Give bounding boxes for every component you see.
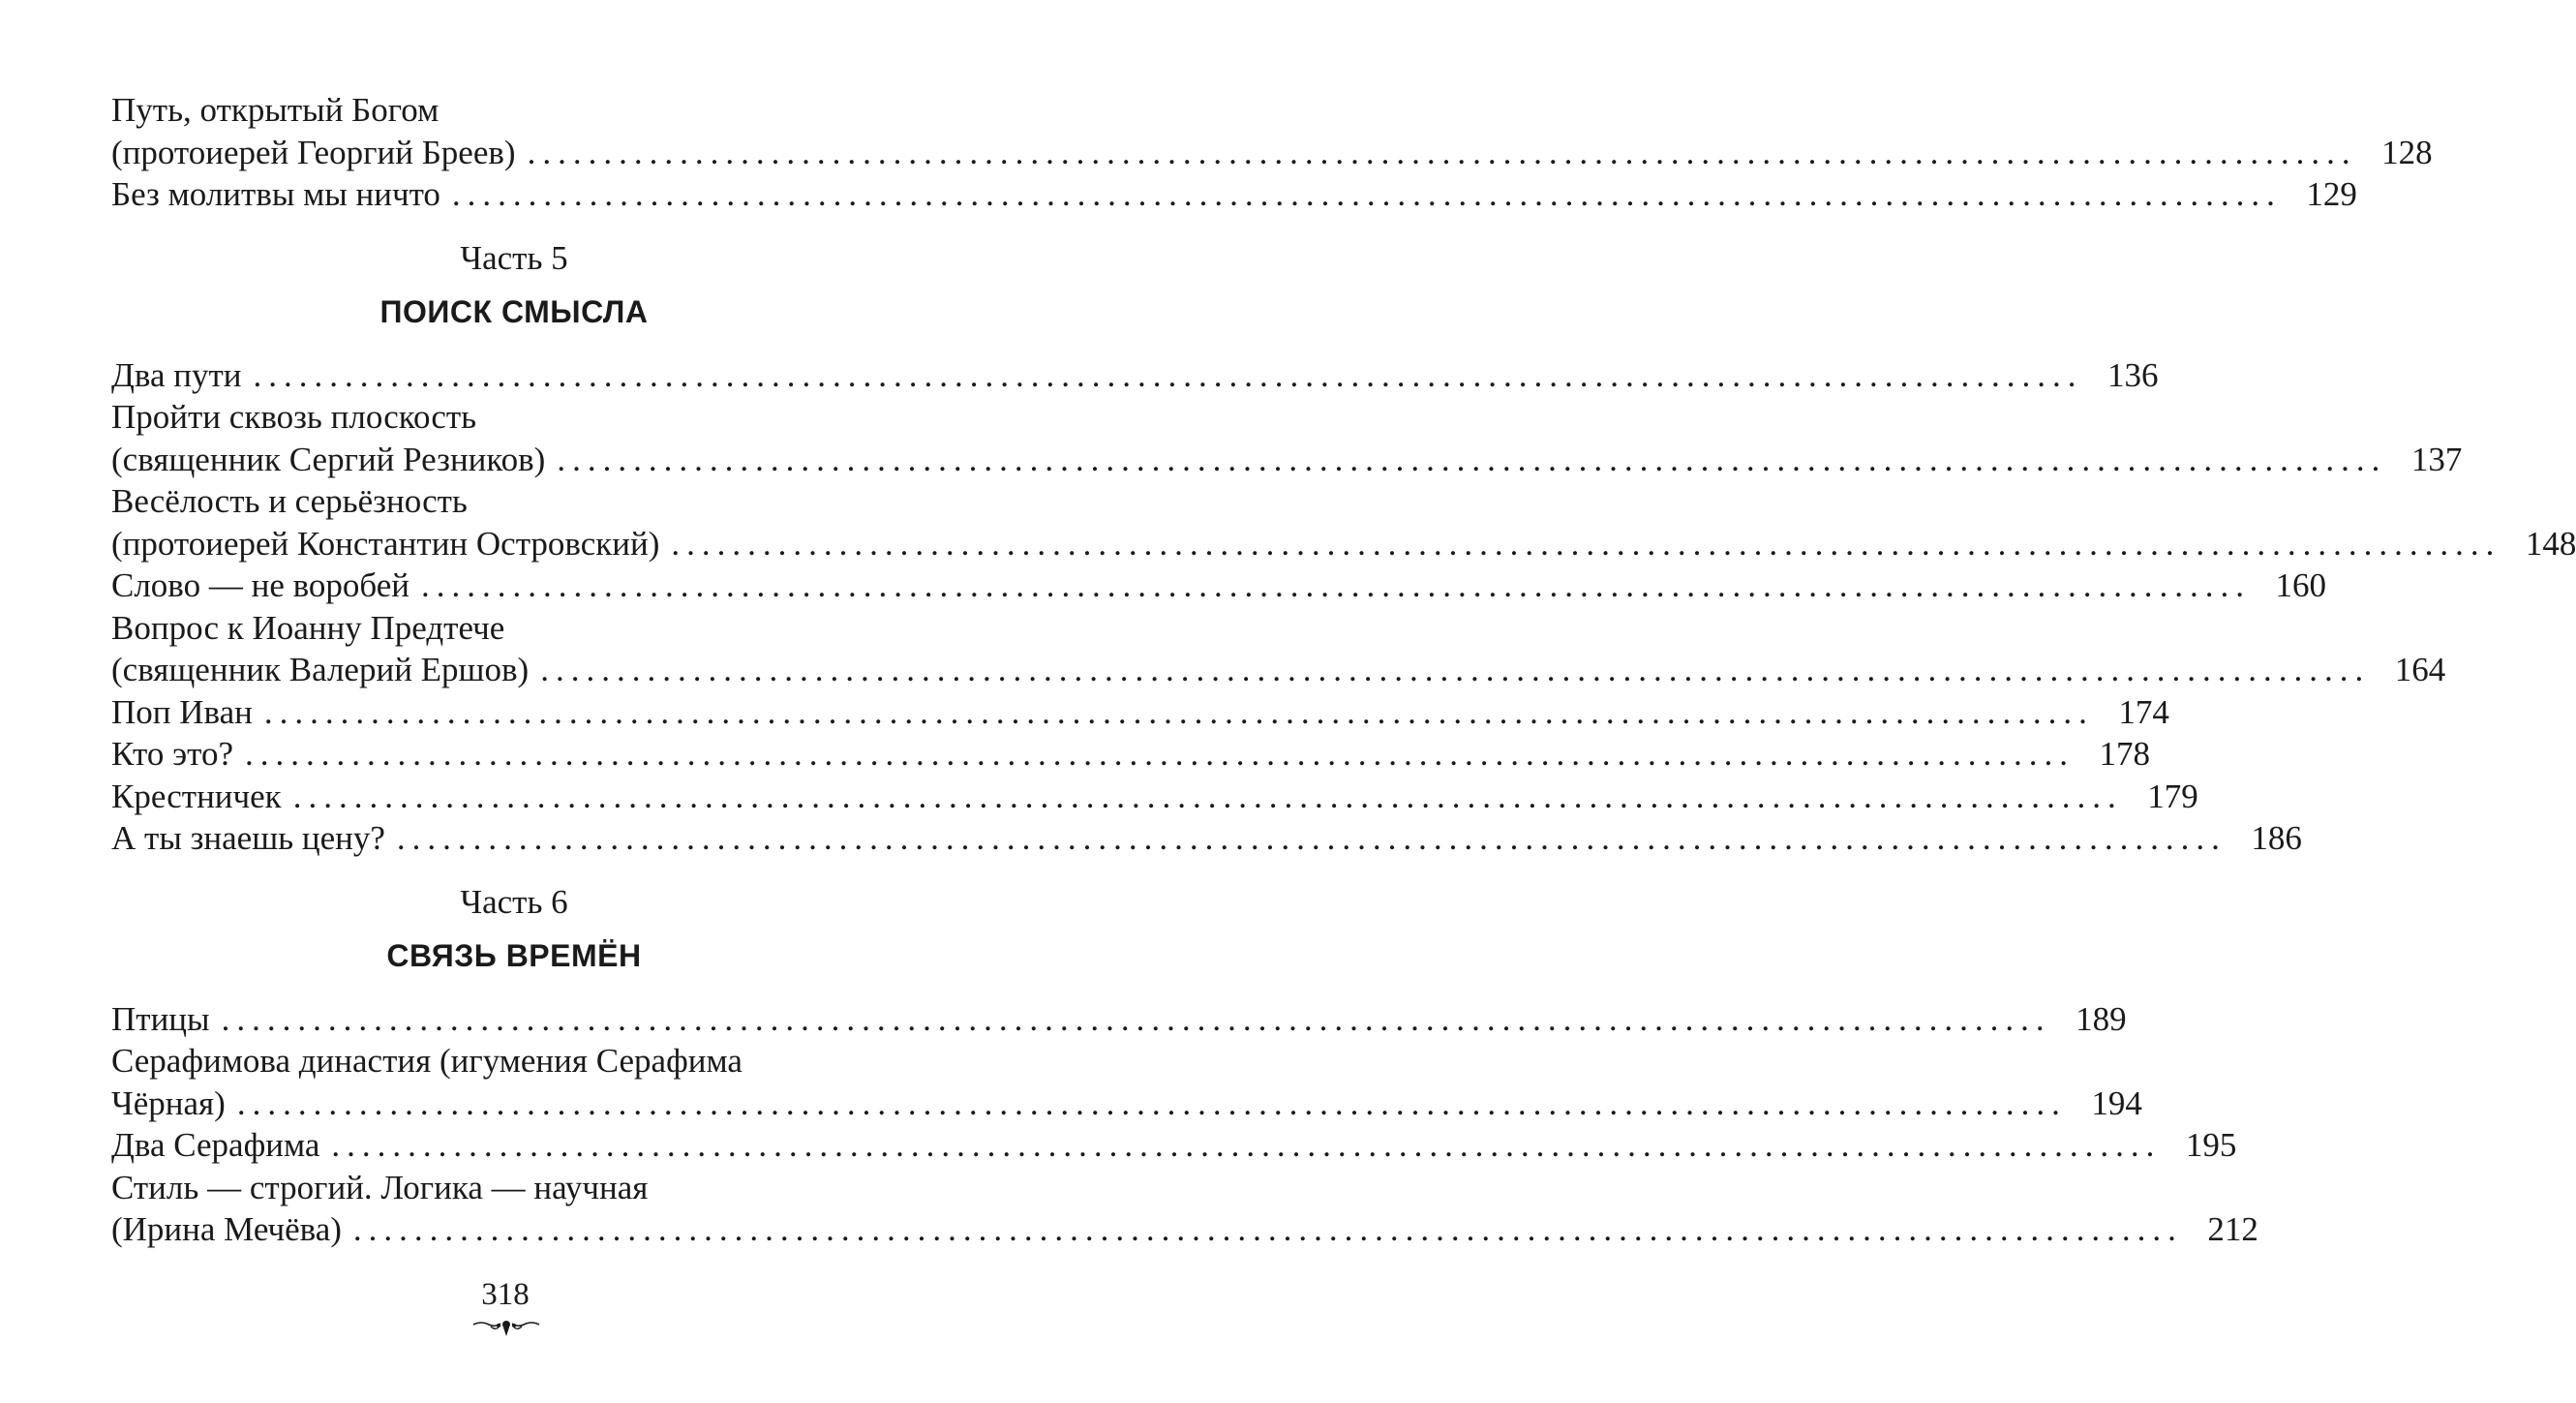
toc-entry-title: Чёрная) [111, 1083, 226, 1122]
toc-entry-title: (протоиерей Константин Островский) [111, 524, 660, 563]
toc-entry-title: Серафимова династия (игумения Серафима [111, 1042, 742, 1080]
toc-entry [111, 817, 2302, 860]
toc-entry-title: (Ирина Мечёва) [111, 1210, 342, 1248]
dot-leader: ........................................................................................................................ [421, 566, 2252, 604]
part-5-label: Часть 5 [460, 238, 568, 277]
part-6-label: Часть 6 [460, 882, 568, 921]
toc-entry-title: (протоиерей Георгий Бреев) [111, 133, 516, 171]
dot-leader: ........................................................................................................................ [245, 735, 2075, 773]
toc-page-number: 164 [2394, 651, 2446, 688]
toc-entry-title: Без молитвы мы ничто [111, 175, 440, 213]
toc-entry [111, 691, 2169, 734]
toc-entry-title-line [111, 1040, 897, 1083]
page-number: 318 [481, 1277, 530, 1312]
toc-entry [111, 132, 2433, 174]
table-of-contents [111, 89, 2576, 1251]
toc-page-number: 128 [2381, 133, 2433, 171]
toc-entry [111, 564, 2327, 607]
toc-entry [111, 354, 2159, 397]
toc-entry-title: Вопрос к Иоанну Предтече [111, 608, 505, 647]
toc-entry-title: Два Серафима [111, 1126, 320, 1164]
toc-page-number: 189 [2076, 999, 2127, 1038]
toc-entry-title: Птицы [111, 999, 210, 1038]
toc-entry [111, 998, 2127, 1041]
toc-entry-title: Пройти сквозь плоскость [111, 398, 477, 436]
toc-entry [111, 1208, 2258, 1251]
toc-entry-title-line [111, 1167, 897, 1209]
toc-entry-title-line [111, 607, 897, 650]
dot-leader: ........................................................................................................................ [292, 777, 2123, 815]
dot-leader: ........................................................................................................................ [263, 692, 2094, 731]
toc-entry [111, 733, 2150, 776]
toc-entry-title: Кто это? [111, 735, 233, 773]
toc-top-entries [111, 89, 2433, 216]
part-6-title: СВЯЗЬ ВРЕМЁН [386, 937, 642, 973]
dot-leader: ........................................................................................................................ [671, 524, 2501, 563]
dot-leader: ........................................................................................................................ [396, 819, 2227, 857]
part-6-entries [111, 998, 2258, 1251]
toc-page-number: 179 [2147, 777, 2198, 815]
part-5-title: ПОИСК СМЫСЛА [379, 293, 649, 329]
toc-page-number: 195 [2185, 1126, 2237, 1164]
toc-page-number: 129 [2306, 175, 2357, 213]
toc-entry-title: Стиль — строгий. Логика — научная [111, 1168, 649, 1206]
toc-entry [111, 649, 2446, 691]
dot-leader: ........................................................................................................................ [253, 355, 2083, 394]
toc-entry-title: А ты знаешь цену? [111, 819, 385, 857]
toc-entry-title: Слово — не воробей [111, 566, 410, 604]
toc-entry [111, 439, 2463, 481]
dot-leader: ........................................................................................................................ [221, 999, 2051, 1038]
toc-entry [111, 776, 2198, 818]
toc-page-number: 136 [2106, 355, 2159, 394]
toc-entry-title-line [111, 396, 897, 439]
toc-entry-title: Два пути [111, 355, 242, 394]
toc-entry-title: Крестничек [111, 777, 282, 815]
toc-page-number: 186 [2251, 819, 2302, 857]
toc-entry [111, 1083, 2142, 1125]
toc-page-number: 212 [2207, 1210, 2258, 1248]
toc-page-number: 148 [2525, 524, 2576, 563]
toc-page-number: 174 [2118, 692, 2169, 731]
toc-entry-title-line [111, 89, 897, 132]
toc-entry-title: Поп Иван [111, 692, 253, 731]
toc-page-number: 178 [2099, 735, 2150, 773]
toc-entry [111, 1124, 2237, 1167]
dot-leader: ........................................................................................................................ [527, 133, 2357, 171]
toc-entry-title: Путь, открытый Богом [111, 91, 439, 129]
dot-leader: ........................................................................................................................ [451, 175, 2282, 213]
dot-leader: ........................................................................................................................ [352, 1210, 2183, 1248]
toc-entry-title: (священник Валерий Ершов) [111, 651, 530, 688]
toc-page-number: 160 [2275, 566, 2327, 604]
toc-page-number: 194 [2091, 1083, 2142, 1122]
dot-leader: ........................................................................................................................ [236, 1083, 2067, 1122]
toc-entry [111, 523, 2576, 565]
decorative-flourish-icon [471, 1319, 541, 1338]
toc-entry [111, 173, 2357, 216]
toc-entry-title: (священник Сергий Резников) [111, 440, 546, 478]
toc-entry-title-line [111, 480, 897, 523]
dot-leader: ........................................................................................................................ [331, 1126, 2162, 1164]
toc-entry-title: Весёлость и серьёзность [111, 482, 468, 520]
dot-leader: ........................................................................................................................ [557, 440, 2387, 478]
dot-leader: ........................................................................................................................ [540, 651, 2371, 688]
toc-page-number: 137 [2410, 440, 2463, 478]
part-5-entries [111, 354, 2576, 860]
